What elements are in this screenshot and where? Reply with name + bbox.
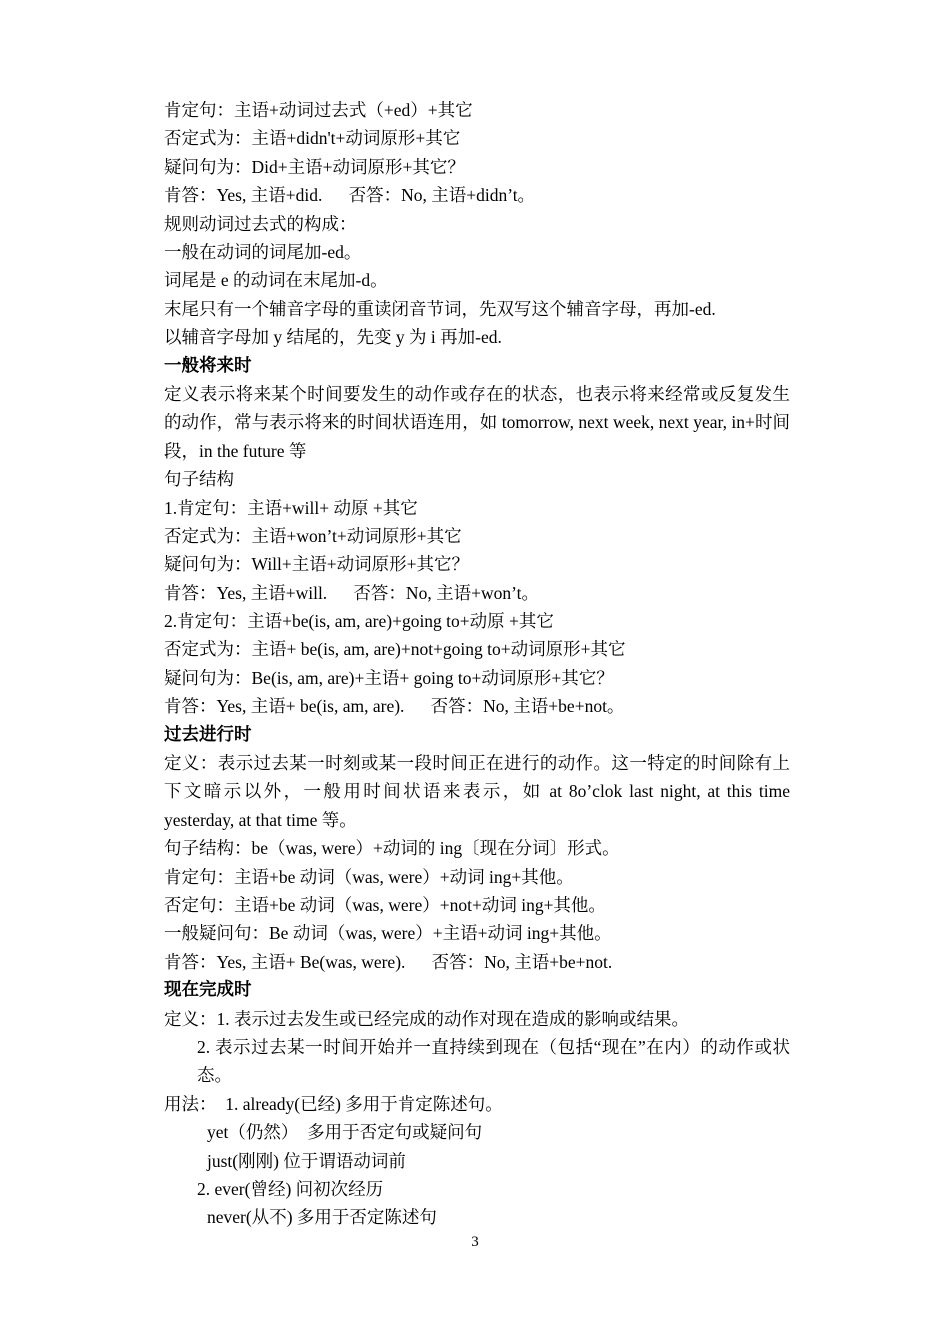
future-will-affirmative: 1.肯定句：主语+will+ 动原 +其它 (164, 497, 418, 518)
past-tense-answers: 肯答：Yes, 主语+did. 否答：No, 主语+didn’t。 (164, 185, 536, 206)
present-perfect-usage-just: just(刚刚) 位于谓语动词前 (207, 1150, 406, 1171)
regular-verb-rule-4: 以辅音字母加 y 结尾的，先变 y 为 i 再加-ed. (164, 327, 502, 348)
past-tense-negative: 否定式为：主语+didn't+动词原形+其它 (164, 128, 461, 149)
future-tense-structure-title: 句子结构 (164, 469, 234, 490)
present-perfect-usage-yet: yet（仍然） 多用于否定句或疑问句 (207, 1122, 483, 1143)
future-will-negative: 否定式为：主语+won’t+动词原形+其它 (164, 525, 462, 546)
future-going-to-answers: 肯答：Yes, 主语+ be(is, am, are). 否答：No, 主语+be+not。 (164, 696, 625, 717)
present-perfect-usage-never: never(从不) 多用于否定陈述句 (207, 1207, 437, 1228)
future-tense-definition: 定义表示将来某个时间要发生的动作或存在的状态，也表示将来经常或反复发生的动作，常与表示将来的时间状语连用，如 tomorrow, next week, next year, in+时间段，in the future 等 (164, 383, 790, 461)
future-tense-heading: 一般将来时 (164, 355, 252, 376)
regular-verb-rule-1: 一般在动词的词尾加-ed。 (164, 241, 362, 262)
present-perfect-definition-2: 2. 表示过去某一时间开始并一直持续到现在（包括“现在”在内）的动作或状态。 (197, 1036, 790, 1086)
regular-verb-rule-2: 词尾是 e 的动词在末尾加-d。 (164, 270, 388, 291)
past-continuous-heading: 过去进行时 (164, 724, 252, 745)
present-perfect-usage-2: 2. ever(曾经) 问初次经历 (197, 1178, 384, 1199)
past-continuous-answers: 肯答：Yes, 主语+ Be(was, were). 否答：No, 主语+be+not. (164, 951, 613, 972)
future-will-answers: 肯答：Yes, 主语+will. 否答：No, 主语+won’t。 (164, 582, 539, 603)
future-going-to-affirmative: 2.肯定句：主语+be(is, am, are)+going to+动原 +其它 (164, 611, 554, 632)
future-going-to-question: 疑问句为：Be(is, am, are)+主语+ going to+动词原形+其它？ (164, 667, 614, 688)
past-continuous-definition: 定义：表示过去某一时刻或某一段时间正在进行的动作。这一特定的时间除有上下文暗示以外，一般用时间状语来表示，如 at 8o’clok last night, at this time yesterday, at that time 等。 (164, 753, 790, 830)
present-perfect-definition-1: 定义：1. 表示过去发生或已经完成的动作对现在造成的影响或结果。 (164, 1008, 689, 1029)
present-perfect-heading: 现在完成时 (164, 980, 252, 1001)
past-continuous-structure: 句子结构：be（was, were）+动词的 ing〔现在分词〕形式。 (164, 838, 620, 859)
past-continuous-negative: 否定句：主语+be 动词（was, were）+not+动词 ing+其他。 (164, 895, 606, 916)
page-number: 3 (471, 1234, 479, 1250)
regular-verb-rule-3: 末尾只有一个辅音字母的重读闭音节词，先双写这个辅音字母，再加-ed. (164, 298, 716, 319)
present-perfect-usage-1: 用法： 1. already(已经) 多用于肯定陈述句。 (164, 1093, 503, 1114)
future-will-question: 疑问句为：Will+主语+动词原形+其它？ (164, 554, 470, 575)
page-content (164, 96, 790, 1232)
past-continuous-question: 一般疑问句：Be 动词（was, were）+主语+动词 ing+其他。 (164, 923, 612, 944)
regular-verb-rules-title: 规则动词过去式的构成： (164, 213, 357, 234)
past-continuous-affirmative: 肯定句：主语+be 动词（was, were）+动词 ing+其他。 (164, 866, 574, 887)
past-tense-question: 疑问句为：Did+主语+动词原形+其它？ (164, 156, 465, 177)
future-going-to-negative: 否定式为：主语+ be(is, am, are)+not+going to+动词原形+其它 (164, 639, 626, 660)
past-tense-affirmative: 肯定句：主语+动词过去式（+ed）+其它 (164, 100, 473, 120)
